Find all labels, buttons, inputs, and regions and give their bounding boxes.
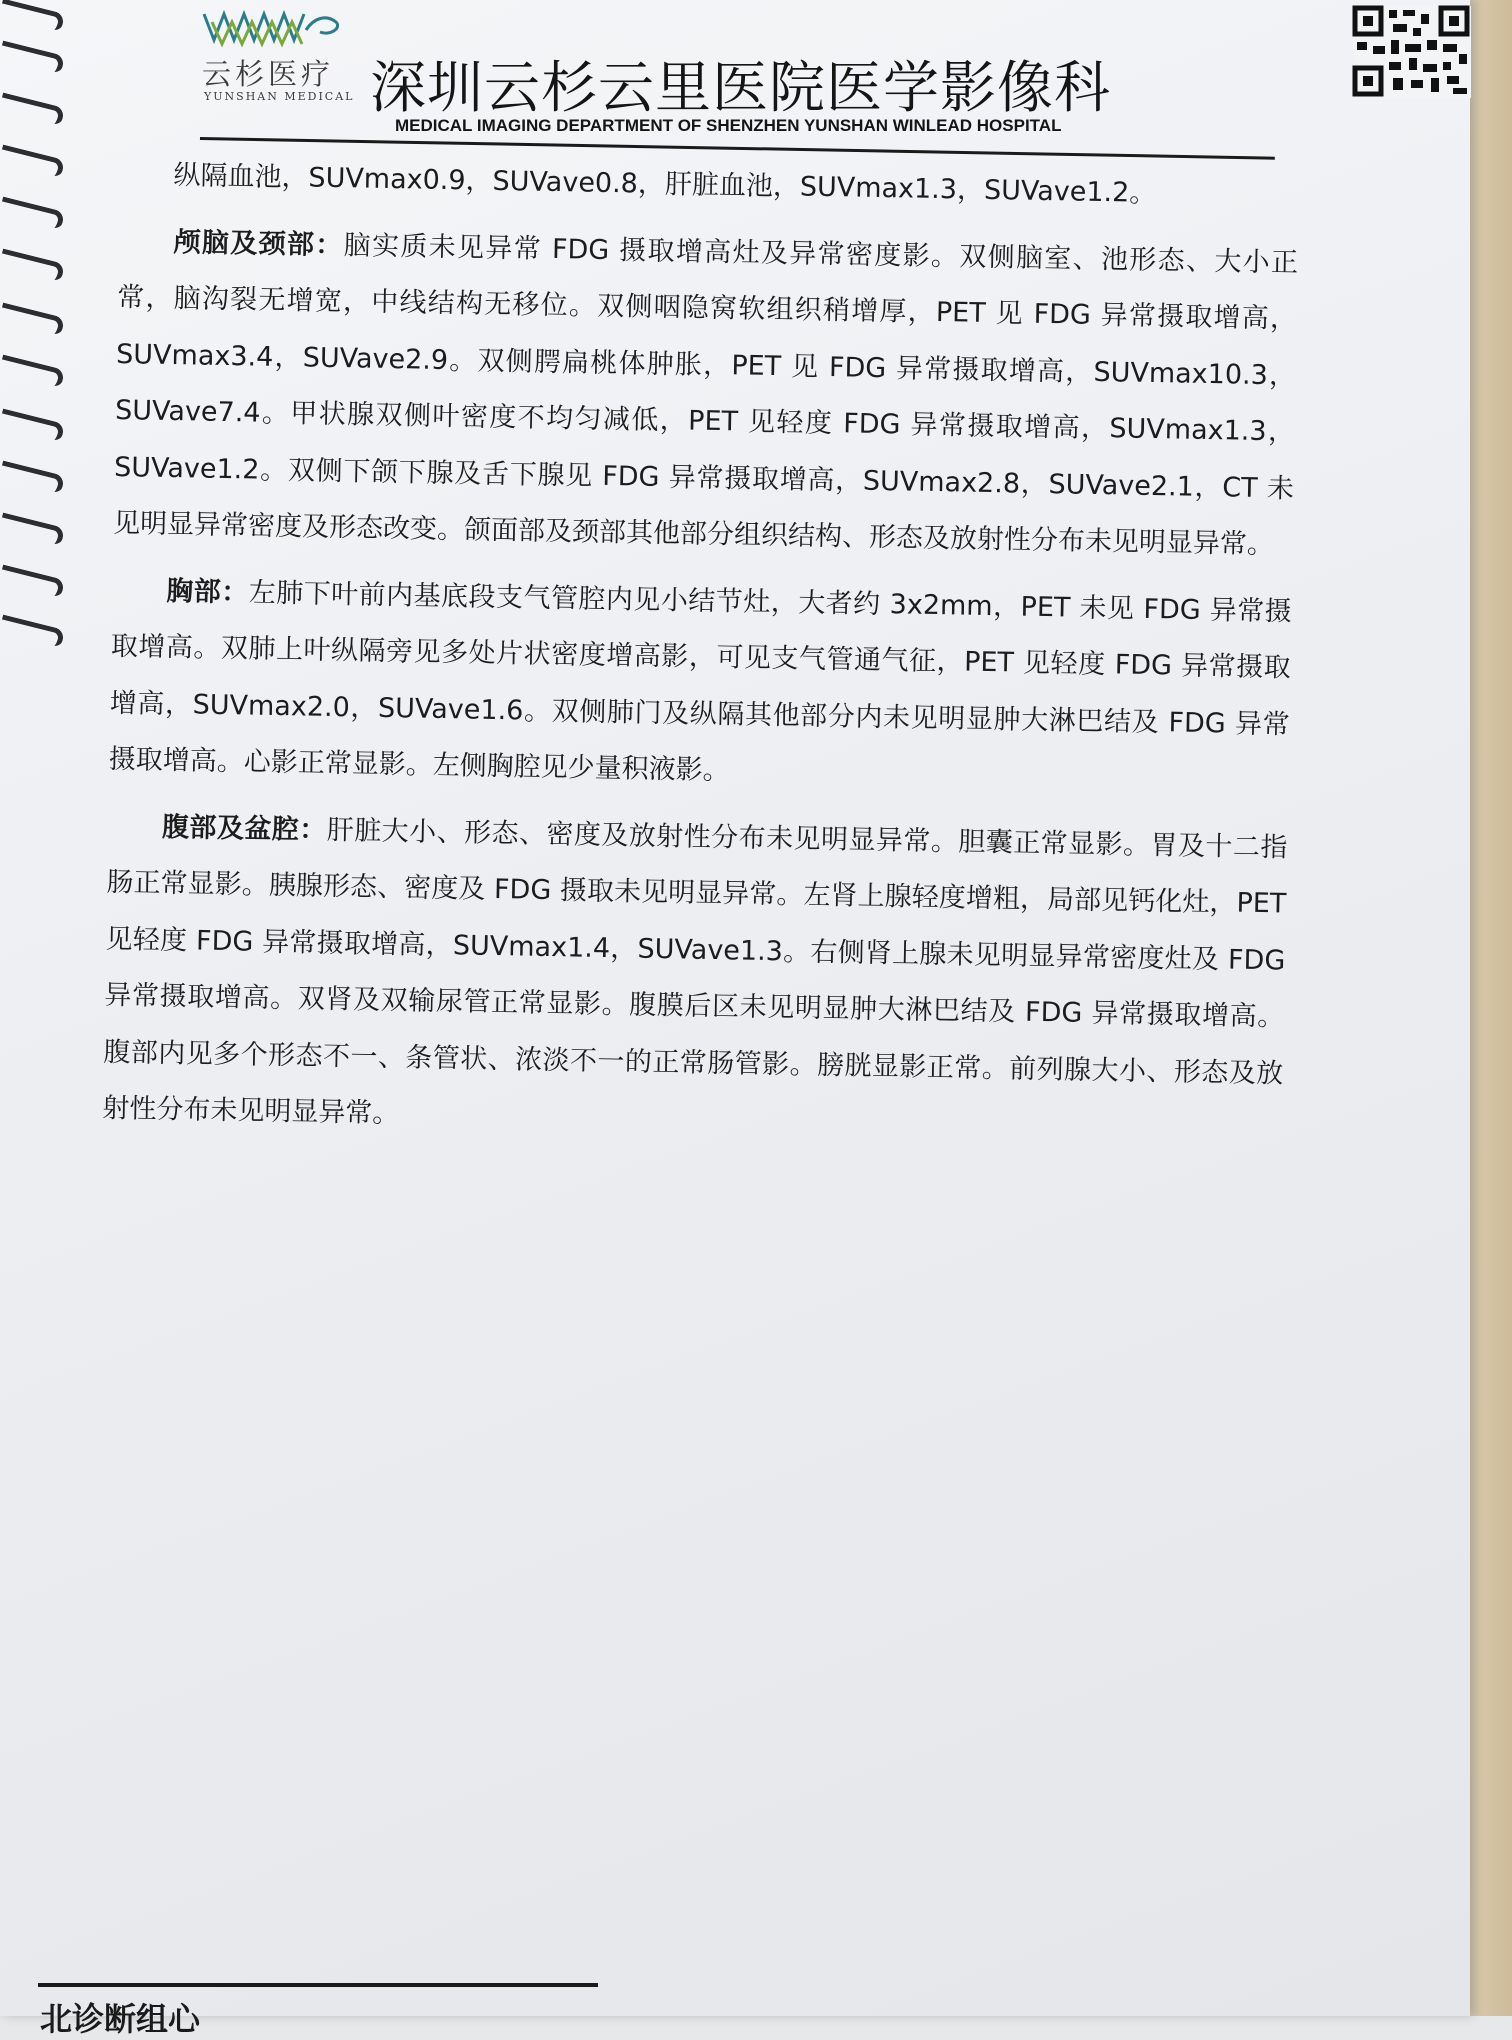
section-head-neck — [113, 213, 1299, 574]
footer-divider — [38, 1983, 598, 1987]
logo-english-name: YUNSHAN MEDICAL — [204, 90, 355, 103]
qr-code-icon — [1353, 6, 1471, 98]
section-text-head-neck: 脑实质未见异常 FDG 摄取增高灶及异常密度影。双侧脑室、池形态、大小正常，脑沟裂无增宽，中线结构无移位。双侧咽隐窝软组织稍增厚，PET 见 FDG 异常摄取增高，SUVmax3.4，SUVave2.9。双侧腭扁桃体肿胀，PET 见 FDG 异常摄取增高，SUVmax10.3，SUVave7.4。甲状腺双侧叶密度不均匀减低，PET 见轻度 FDG 异常摄取增高，SUVmax1.3，SUVave1.2。双侧下颌下腺及舌下腺见 FDG 异常摄取增高，SUVmax2.8，SUVave2.1，CT 未见明显异常密度及形态改变。颌面部及颈部其他部分组织结构、形态及放射性分布未见明显异常。 — [112, 229, 1299, 561]
footer-partial-text: 北诊断组心 — [40, 2000, 201, 2038]
section-title-abdomen-pelvis: 腹部及盆腔： — [161, 811, 328, 846]
report-header — [190, 0, 1290, 165]
continued-text: 纵隔血池，SUVmax0.9，SUVave0.8，肝脏血池，SUVmax1.3，SUVave1.2。 — [173, 159, 1157, 209]
section-title-chest: 胸部： — [165, 575, 250, 608]
section-text-abdomen-pelvis: 肝脏大小、形态、密度及放射性分布未见明显异常。胆囊正常显影。胃及十二指肠正常显影。胰腺形态、密度及 FDG 摄取未见明显异常。左肾上腺轻度增粗，局部见钙化灶，PET 见轻度 FDG 异常摄取增高，SUVmax1.4，SUVave1.3。右侧肾上腺未见明显异常密度灶及 FDG 异常摄取增高。双肾及双输尿管正常显影。腹膜后区未见明显肿大淋巴结及 FDG 异常摄取增高。腹部内见多个形态不一、条管状、浓淡不一的正常肠管影。膀胱显影正常。前列腺大小、形态及放射性分布未见明显异常。 — [102, 814, 1288, 1130]
section-title-head-neck: 颅脑及颈部： — [171, 226, 344, 261]
department-title: 深圳云杉云里医院医学影像科 — [370, 56, 1111, 121]
section-abdomen-pelvis — [102, 798, 1288, 1159]
yunshan-logo-icon — [202, 0, 362, 52]
section-text-chest: 左肺下叶前内基底段支气管腔内见小结节灶，大者约 3x2mm，PET 未见 FDG 异常摄取增高。双肺上叶纵隔旁见多处片状密度增高影，可见支气管通气征，PET 见轻度 FDG 异常摄取增高，SUVmax2.0，SUVave1.6。双侧肺门及纵隔其他部分内未见明显肿大淋巴结及 FDG 异常摄取增高。心影正常显影。左侧胸腔见少量积液影。 — [108, 576, 1292, 787]
section-chest — [108, 562, 1292, 810]
department-english-title: MEDICAL IMAGING DEPARTMENT OF SHENZHEN YUNSHAN WINLEAD HOSPITAL — [395, 116, 1062, 135]
report-body — [102, 147, 1300, 1159]
spiral-binding — [0, 0, 70, 660]
logo-chinese-name: 云杉医疗 — [202, 57, 335, 91]
